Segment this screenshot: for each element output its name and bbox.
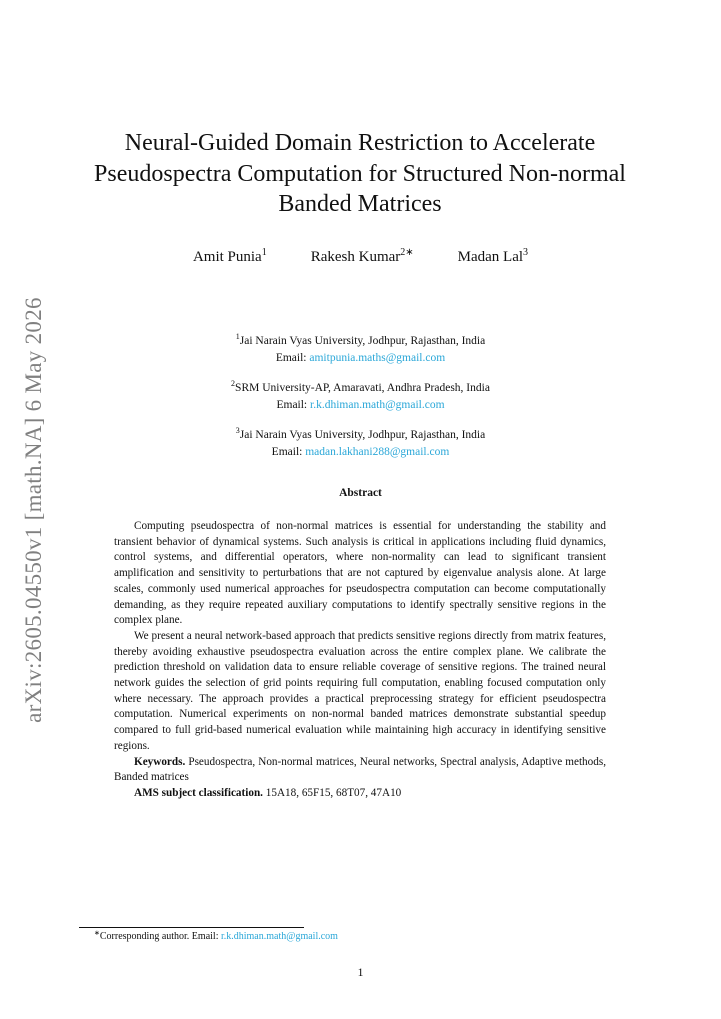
author-1-name: Amit Punia [192, 249, 262, 265]
ams-codes: 15A18, 65F15, 68T07, 47A10 [265, 786, 402, 799]
affiliation-1-mark: 1 [235, 332, 240, 341]
ams-label: AMS subject classification. [134, 786, 263, 799]
affiliation-2-email-link[interactable]: r.k.dhiman.math@gmail.com [310, 398, 445, 411]
author-1 [193, 249, 267, 266]
affiliation-2-email-label: Email: [276, 398, 308, 411]
footnote-text: Corresponding author. Email: [99, 931, 219, 942]
author-1-affil-mark: 1 [261, 247, 267, 258]
affiliation-3-email-link[interactable]: madan.lakhani288@gmail.com [305, 445, 450, 458]
author-list [0, 249, 721, 266]
author-2-name: Rakesh Kumar [310, 249, 401, 265]
affiliation-2-institution: SRM University-AP, Amaravati, Andhra Pradesh, India [235, 382, 490, 394]
abstract-body [114, 519, 606, 802]
footnote-divider [79, 927, 304, 928]
author-3 [458, 249, 528, 266]
affiliation-2 [0, 380, 721, 413]
keywords-label: Keywords. [134, 755, 186, 768]
paper-title [60, 128, 660, 220]
footnote-mark: ∗ [94, 929, 100, 937]
affiliation-1-email-link[interactable]: amitpunia.maths@gmail.com [309, 351, 446, 364]
title-line-1: Neural-Guided Domain Restriction to Accelerate [124, 130, 596, 156]
footnote-email-link[interactable]: r.k.dhiman.math@gmail.com [220, 931, 338, 942]
affiliation-3-institution: Jai Narain Vyas University, Jodhpur, Rajasthan, India [239, 429, 486, 441]
keywords-line [114, 755, 606, 786]
corresponding-author-footnote [94, 931, 338, 942]
abstract-paragraph-2: We present a neural network-based approach that predicts sensitive regions directly from matrix features, thereby avoiding exhaustive pseudospectra evaluation across the entire complex plane. We calibrate the prediction threshold on validation data to ensure reliable coverage of sensitive regions. The trained neural network guides the selection of grid points requiring full computation, enabling focused computation only where necessary. The approach provides a practical preprocessing strategy for efficient pseudospectra computation. Numerical experiments on non-normal banded matrices demonstrate substantial speedup compared to full grid-based numerical evaluation while maintaining high accuracy in identifying sensitive regions. [114, 629, 606, 752]
affiliation-3-mark: 3 [235, 426, 240, 435]
arxiv-identifier-text: arXiv:2605.04550v1 [math.NA] 6 May 2026 [21, 297, 46, 723]
title-line-2: Pseudospectra Computation for Structured Non-normal [94, 160, 626, 187]
affiliation-1-email-label: Email: [275, 351, 307, 364]
author-2-affil-mark: 2∗ [400, 247, 414, 258]
keywords-text: Pseudospectra, Non-normal matrices, Neural networks, Spectral analysis, Adaptive methods, Banded matrices [114, 755, 606, 784]
ams-classification-line [114, 786, 606, 802]
affiliation-3 [0, 427, 721, 460]
affiliation-1 [0, 333, 721, 366]
page-number: 1 [357, 965, 364, 979]
affiliation-2-mark: 2 [231, 379, 236, 388]
author-3-name: Madan Lal [457, 249, 524, 265]
author-2 [311, 249, 414, 266]
author-3-affil-mark: 3 [523, 247, 529, 258]
title-line-3: Banded Matrices [278, 191, 442, 217]
affiliation-3-email-label: Email: [271, 445, 303, 458]
abstract-heading: Abstract [339, 487, 382, 499]
abstract-paragraph-1: Computing pseudospectra of non-normal matrices is essential for understanding the stability and transient behavior of dynamical systems. Such analysis is critical in applications including fluid dynamics, control systems, and differential operators, where non-normality can lead to significant transient amplification and sensitivity to perturbations that are not captured by eigenvalue analysis alone. At large scales, commonly used numerical approaches for pseudospectra computation can become computationally demanding, as they require repeated auxiliary computations to identify spectrally sensitive regions in the complex plane. [114, 520, 606, 627]
affiliation-1-institution: Jai Narain Vyas University, Jodhpur, Rajasthan, India [239, 335, 486, 347]
